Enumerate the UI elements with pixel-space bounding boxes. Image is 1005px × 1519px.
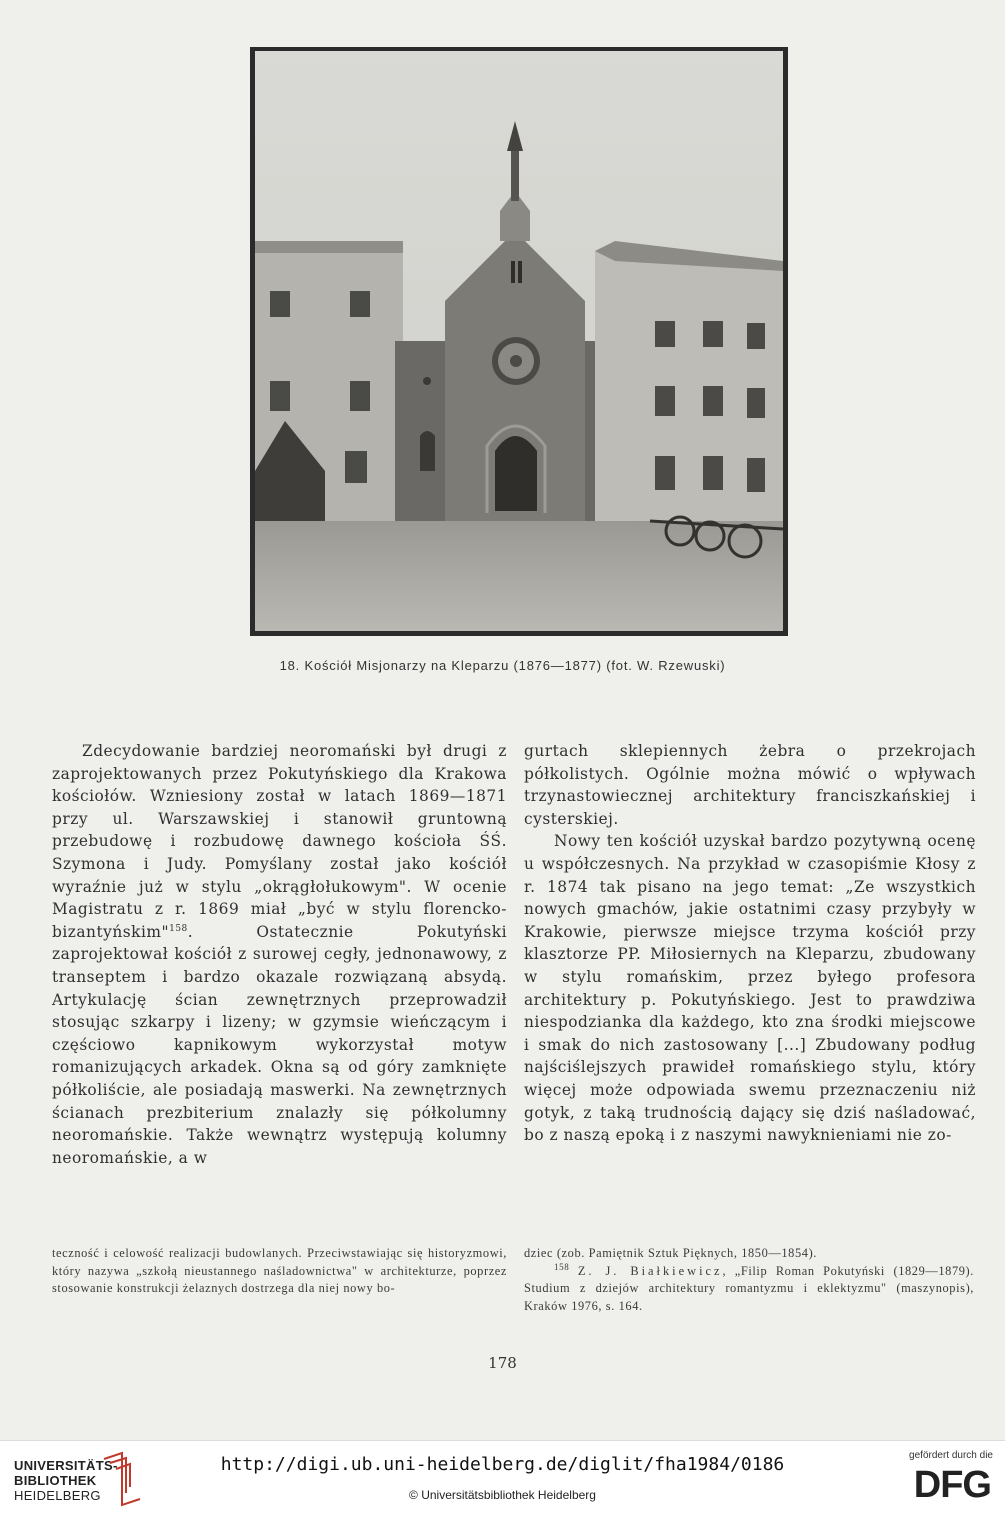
copyright-notice: © Universitätsbibliothek Heidelberg bbox=[409, 1488, 596, 1502]
paragraph-text-cont: . Ostatecznie Pokutyński zaprojektował kościół z surowej cegły, jednonawowy, z transeptem i bardzo okazale rozwiązaną absydą. Artykulację ścian zewnętrznych przeprowadził stosując szkarpy i lizeny; w gzymsie wieńczącym i częściowo kapnikowym wykorzystał motyw romanizujących arkadek. Okna są od góry zamknięte półkoliście, ale posiadają maswerki. Na zewnętrznych ścianach prezbiterium znalazły się półkolumny neoromańskie. Także wewnątrz występują kolumny neoromańskie, a w bbox=[52, 922, 507, 1167]
footnote-continuation: teczność i celowość realizacji budowlanych. Przeciwstawiając się historyzmowi, który nazywa „szkołą nieustannego naśladownictwa" w architekturze, poprzez stosowanie konstrukcji żelaznych dostrzega dla niej nowy bo- bbox=[52, 1246, 507, 1295]
footnote-text: , „Filip Roman Pokutyński (1829—1879). Studium z dziejów architektury romantyzmu i eklektyzmu" (maszynopis), Kraków 1976, s. 164. bbox=[524, 1263, 974, 1313]
footnote-number: 158 bbox=[554, 1261, 570, 1272]
page-number: 178 bbox=[488, 1354, 517, 1372]
paragraph: Nowy ten kościół uzyskał bardzo pozytywną ocenę u współczesnych. Na przykład w czasopiśmie Kłosy z r. 1874 tak pisano na jego temat: „Ze wszystkich nowych gmachów, jakie ostatnimi czasy przybyły w Krakowie, pierwsze miejsce trzyma kościół przy klasztorze PP. Miłosiernych na Kleparzu, zbudowany w stylu romańskim, przez byłego profesora architektury p. Pokutyńskiego. Jest to prawdziwa niespodzianka dla każdego, kto zna środki miejscowe i smak do nich zastosowany [...] Zbudowany podług najściślejszych prawideł romańskiego stylu, który więcej może odpowiada swemu przeznaczeniu niż gotyk, z taką trudnością dający się dziś naśladować, bo z naszą epoką i z naszymi nawyknieniami nie zo- bbox=[524, 832, 976, 1145]
church-photo bbox=[250, 47, 788, 636]
paragraph-text: Zdecydowanie bardziej neoromański był drugi z zaprojektowanych przez Pokutyńskiego dla Krakowa kościołów. Wzniesiony został w latach 1869—1871 przy ul. Warszawskiej i stanowił gruntowną przebudowę i rozbudowę dawnego kościoła ŚŚ. Szymona i Judy. Pomyślany został jako kościół wyraźnie już w stylu „okrągłołukowym". W ocenie Magistratu z r. 1869 miał „być w stylu florencko-bizantyńskim" bbox=[52, 742, 507, 941]
footnote-158 bbox=[524, 1263, 974, 1316]
body-column-right bbox=[524, 740, 976, 1147]
paragraph: gurtach sklepiennych żebra o przekrojach półkolistych. Ogólnie można mówić o wpływach trzynastowiecznej architektury franciszkańskiej i cysterskiej. bbox=[524, 742, 976, 828]
church-photo-drawing bbox=[255, 51, 783, 631]
permalink-url[interactable]: http://digi.ub.uni-heidelberg.de/diglit/fha1984/0186 bbox=[220, 1454, 785, 1475]
photo-caption: 18. Kościół Misjonarzy na Kleparzu (1876—1877) (fot. W. Rzewuski) bbox=[279, 658, 726, 673]
library-name-line2: BIBLIOTHEK bbox=[14, 1473, 97, 1488]
footnote-ref-158: 158 bbox=[169, 923, 188, 934]
body-column-left bbox=[52, 740, 507, 1169]
footnote-continuation: dziec (zob. Pamiętnik Sztuk Pięknych, 1850—1854). bbox=[524, 1246, 817, 1260]
library-name-line1: UNIVERSITÄTS- bbox=[14, 1458, 118, 1473]
paragraph bbox=[52, 740, 507, 1169]
footnotes-left bbox=[52, 1245, 507, 1298]
footnotes-right bbox=[524, 1245, 974, 1315]
footer-bar bbox=[0, 1440, 1005, 1519]
funding-label: gefördert durch die bbox=[909, 1450, 993, 1461]
footnote-author: Z. J. Białkiewicz bbox=[577, 1263, 723, 1278]
dfg-logo[interactable]: DFG bbox=[913, 1464, 991, 1506]
library-name-line3: HEIDELBERG bbox=[14, 1488, 101, 1503]
